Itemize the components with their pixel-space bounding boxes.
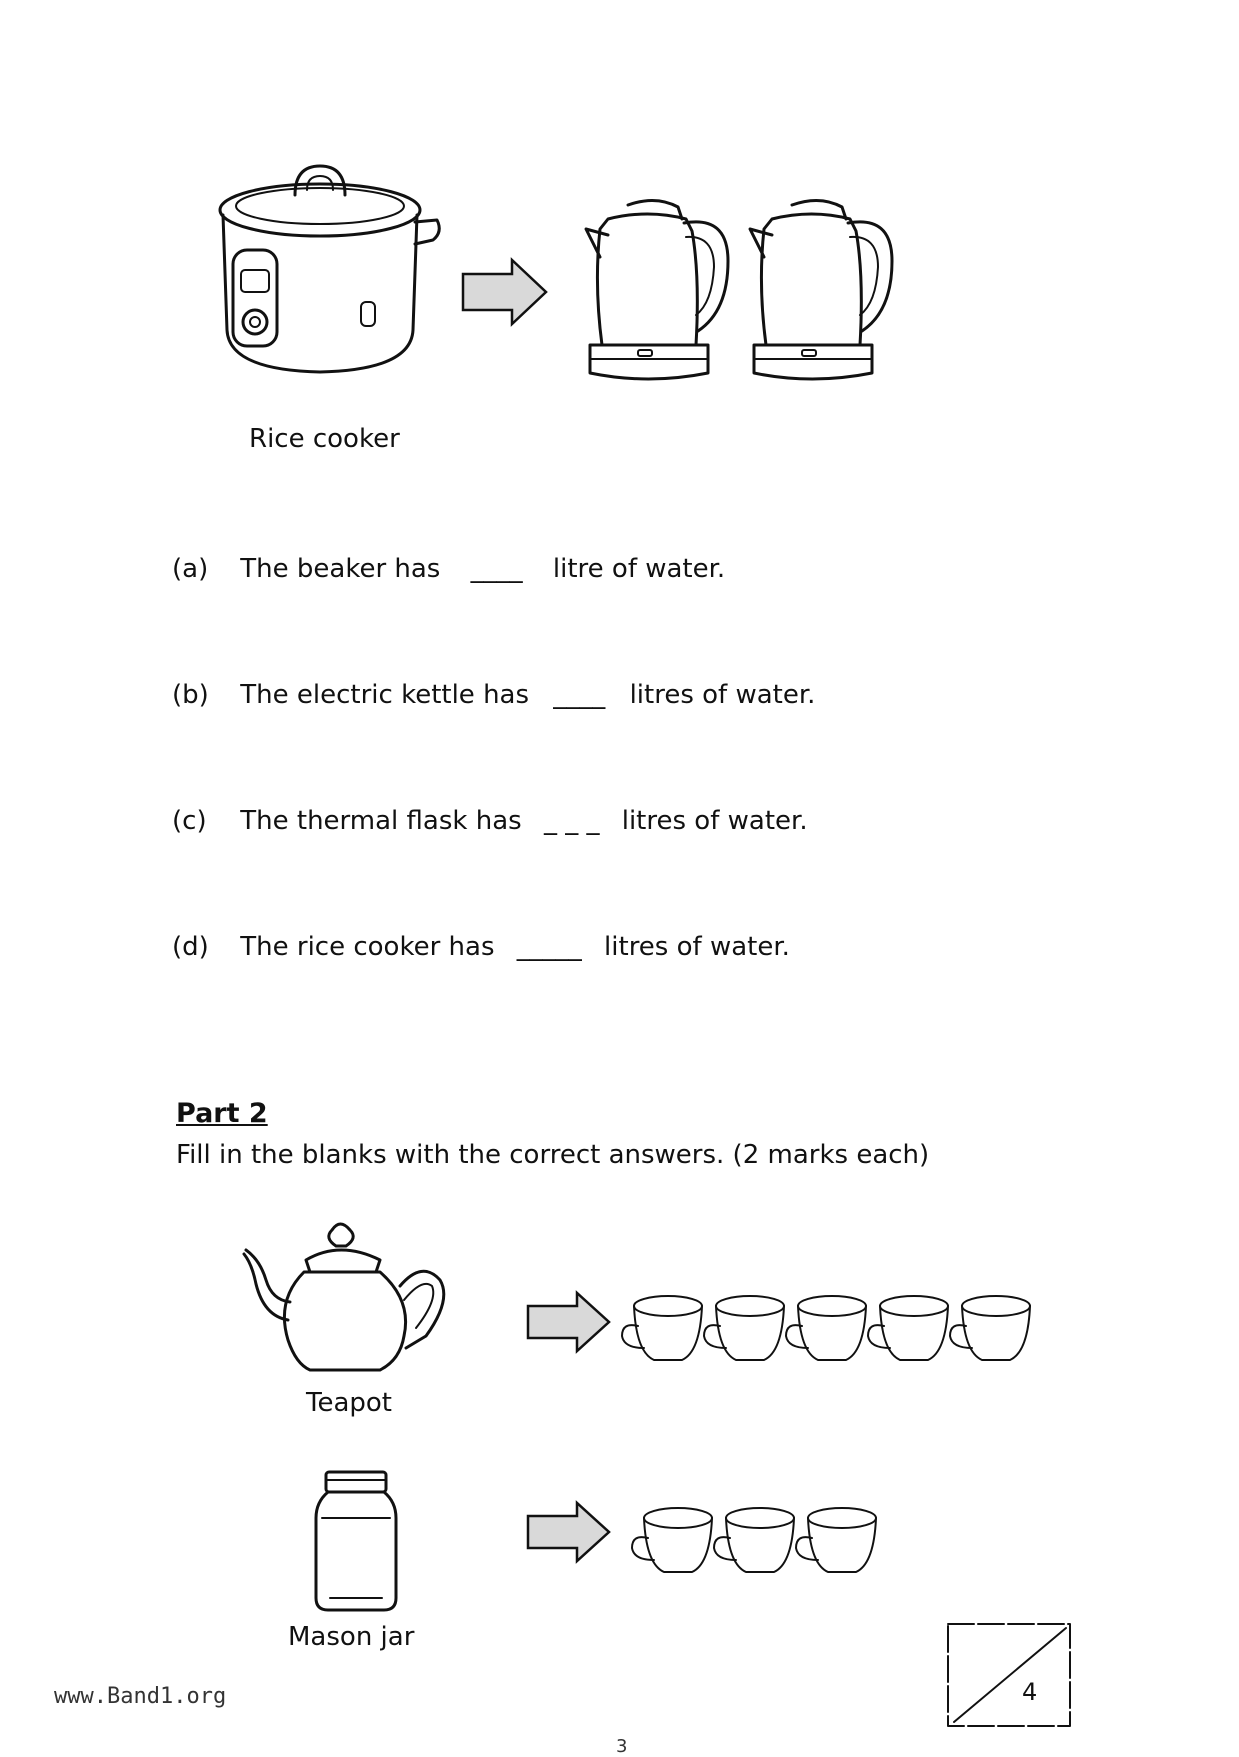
answer-blank[interactable]: ____ <box>553 680 606 710</box>
right-arrow-icon <box>525 1500 615 1564</box>
answer-blank[interactable]: ____ <box>470 554 523 584</box>
question-unit: litre of water. <box>552 554 726 584</box>
part-title: Part 2 <box>176 1098 268 1129</box>
question-text: The beaker has <box>240 554 441 584</box>
question-label: (a) <box>172 554 209 584</box>
marks-total: 4 <box>1022 1678 1038 1706</box>
question-text: The rice cooker has <box>240 932 495 962</box>
question-unit: litres of water. <box>629 680 816 710</box>
cup-icon <box>866 1292 952 1368</box>
question-label: (b) <box>172 680 209 710</box>
cup-icon <box>948 1292 1034 1368</box>
question-c <box>172 806 808 836</box>
electric-kettle-icon <box>742 195 902 395</box>
cup-icon <box>702 1292 788 1368</box>
marks-box-frame <box>946 1622 1074 1730</box>
mason-jar-label: Mason jar <box>288 1622 415 1652</box>
cup-icon <box>620 1292 706 1368</box>
right-arrow-icon <box>525 1290 615 1354</box>
part-instruction: Fill in the blanks with the correct answers. (2 marks each) <box>176 1140 930 1170</box>
cup-icon <box>712 1504 798 1580</box>
rice-cooker-icon <box>215 160 445 400</box>
question-label: (d) <box>172 932 209 962</box>
rice-cooker-label: Rice cooker <box>249 424 400 454</box>
page-number: 3 <box>616 1736 628 1757</box>
question-label: (c) <box>172 806 207 836</box>
question-text: The thermal flask has <box>240 806 522 836</box>
question-b <box>172 680 815 710</box>
cup-icon <box>630 1504 716 1580</box>
footer-website: www.Band1.org <box>54 1684 227 1709</box>
teapot-icon <box>240 1220 460 1380</box>
mason-jar-icon <box>312 1468 402 1618</box>
question-d <box>172 932 790 962</box>
teapot-cups <box>620 1292 1040 1372</box>
answer-blank[interactable]: _ _ _ <box>543 806 600 836</box>
mason-jar-cups <box>630 1504 890 1584</box>
electric-kettle-icon <box>578 195 738 395</box>
marks-box <box>946 1622 1074 1730</box>
teapot-label: Teapot <box>306 1388 392 1418</box>
cup-icon <box>784 1292 870 1368</box>
question-unit: litres of water. <box>604 932 790 962</box>
question-text: The electric kettle has <box>240 680 530 710</box>
question-unit: litres of water. <box>621 806 808 836</box>
question-a <box>172 554 725 584</box>
answer-blank[interactable]: _____ <box>516 932 582 962</box>
right-arrow-icon <box>460 256 550 328</box>
cup-icon <box>794 1504 880 1580</box>
